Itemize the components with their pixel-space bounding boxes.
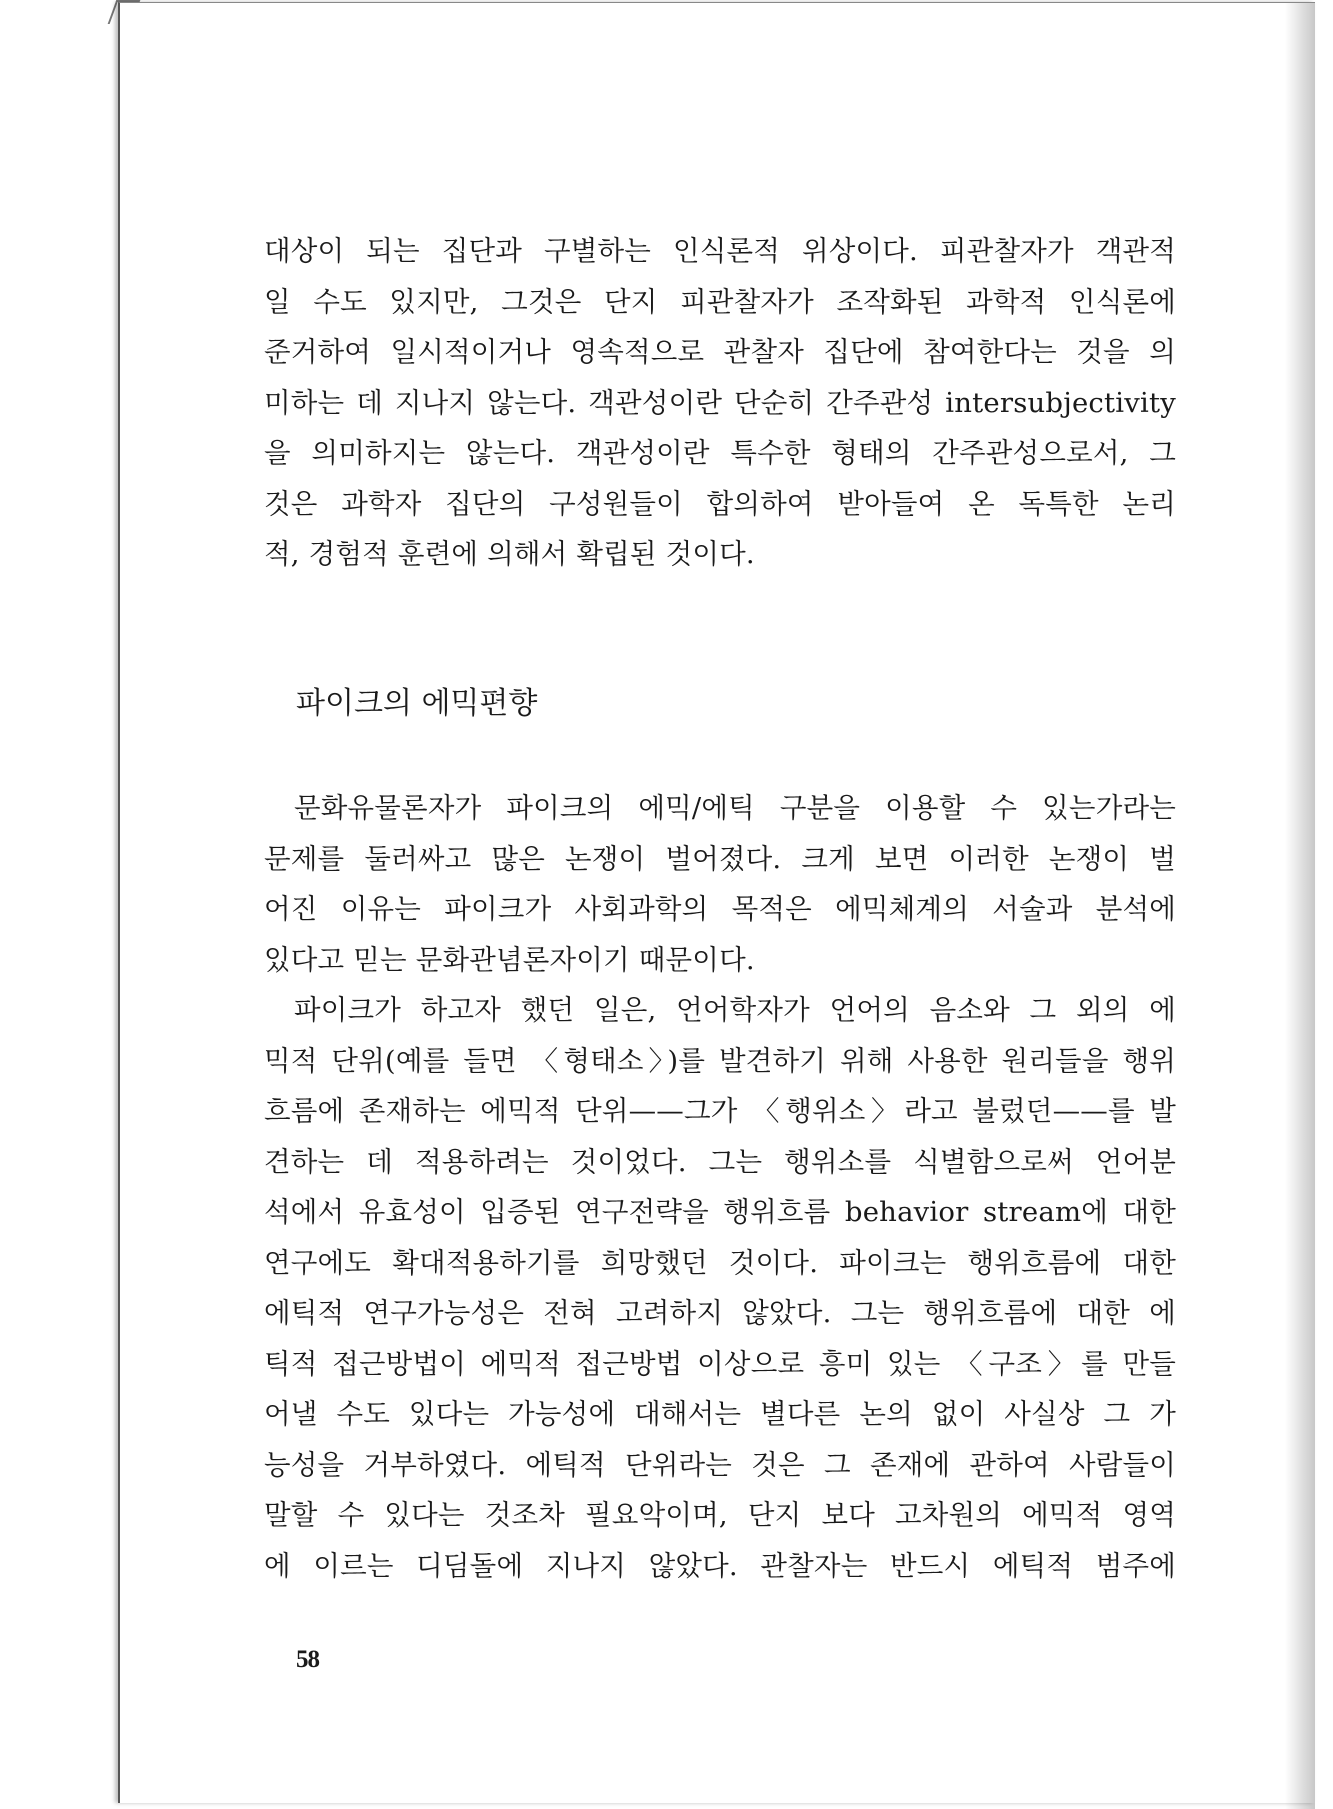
text-line: 준거하여 일시적이거나 영속적으로 관찰자 집단에 참여한다는 것을 의 (264, 336, 1176, 368)
page-number: 58 (296, 1646, 319, 1673)
text-line: 어낼 수도 있다는 가능성에 대해서는 별다른 논의 없이 사실상 그 가 (264, 1398, 1176, 1430)
text-line: 파이크가 하고자 했던 일은, 언어학자가 언어의 음소와 그 외의 에 (294, 994, 1176, 1026)
text-line: 것은 과학자 집단의 구성원들이 합의하여 받아들여 온 독특한 논리 (264, 487, 1176, 520)
text-line: 에 이르는 디딤돌에 지나지 않았다. 관찰자는 반드시 에틱적 범주에 (264, 1549, 1176, 1582)
text-line: 미하는 데 지나지 않는다. 객관성이란 단순히 간주관성 intersubjectivity (264, 386, 1176, 419)
text-line: 을 의미하지는 않는다. 객관성이란 특수한 형태의 간주관성으로서, 그 (264, 437, 1176, 469)
text-line: 말할 수 있다는 것조차 필요악이며, 단지 보다 고차원의 에믹적 영역 (264, 1499, 1176, 1531)
text-line: 적, 경험적 훈련에 의해서 확립된 것이다. (264, 538, 755, 570)
text-line: 견하는 데 적용하려는 것이었다. 그는 행위소를 식별함으로써 언어분 (264, 1145, 1176, 1178)
paragraph-2 (264, 783, 1176, 985)
text-line: 대상이 되는 집단과 구별하는 인식론적 위상이다. 피관찰자가 객관적 (264, 235, 1176, 267)
section-heading: 파이크의 에믹편향 (296, 686, 538, 721)
page-edge-shadow (1285, 3, 1315, 1809)
text-line: 석에서 유효성이 입증된 연구전략을 행위흐름 behavior stream에 대한 (264, 1196, 1176, 1228)
text-line: 믹적 단위(예를 들면 〈형태소〉)를 발견하기 위해 사용한 원리들을 행위 (264, 1044, 1176, 1077)
paragraph-3 (264, 985, 1176, 1591)
text-line: 문화유물론자가 파이크의 에믹/에틱 구분을 이용할 수 있는가라는 (294, 792, 1176, 824)
text-line: 일 수도 있지만, 그것은 단지 피관찰자가 조작화된 과학적 인식론에 (264, 285, 1176, 318)
text-line: 흐름에 존재하는 에믹적 단위——그가 〈행위소〉라고 불렀던——를 발 (264, 1095, 1176, 1127)
text-line: 틱적 접근방법이 에믹적 접근방법 이상으로 흥미 있는 〈구조〉를 만들 (264, 1347, 1176, 1380)
text-line: 어진 이유는 파이크가 사회과학의 목적은 에믹체계의 서술과 분석에 (264, 893, 1176, 925)
text-line: 연구에도 확대적용하기를 희망했던 것이다. 파이크는 행위흐름에 대한 (264, 1246, 1176, 1279)
text-line: 에틱적 연구가능성은 전혀 고려하지 않았다. 그는 행위흐름에 대한 에 (264, 1297, 1176, 1329)
paragraph-1 (264, 226, 1176, 580)
text-line: 능성을 거부하였다. 에틱적 단위라는 것은 그 존재에 관하여 사람들이 (264, 1448, 1176, 1481)
text-line: 있다고 믿는 문화관념론자이기 때문이다. (264, 943, 755, 976)
text-line: 문제를 둘러싸고 많은 논쟁이 벌어졌다. 크게 보면 이러한 논쟁이 벌 (264, 842, 1176, 875)
